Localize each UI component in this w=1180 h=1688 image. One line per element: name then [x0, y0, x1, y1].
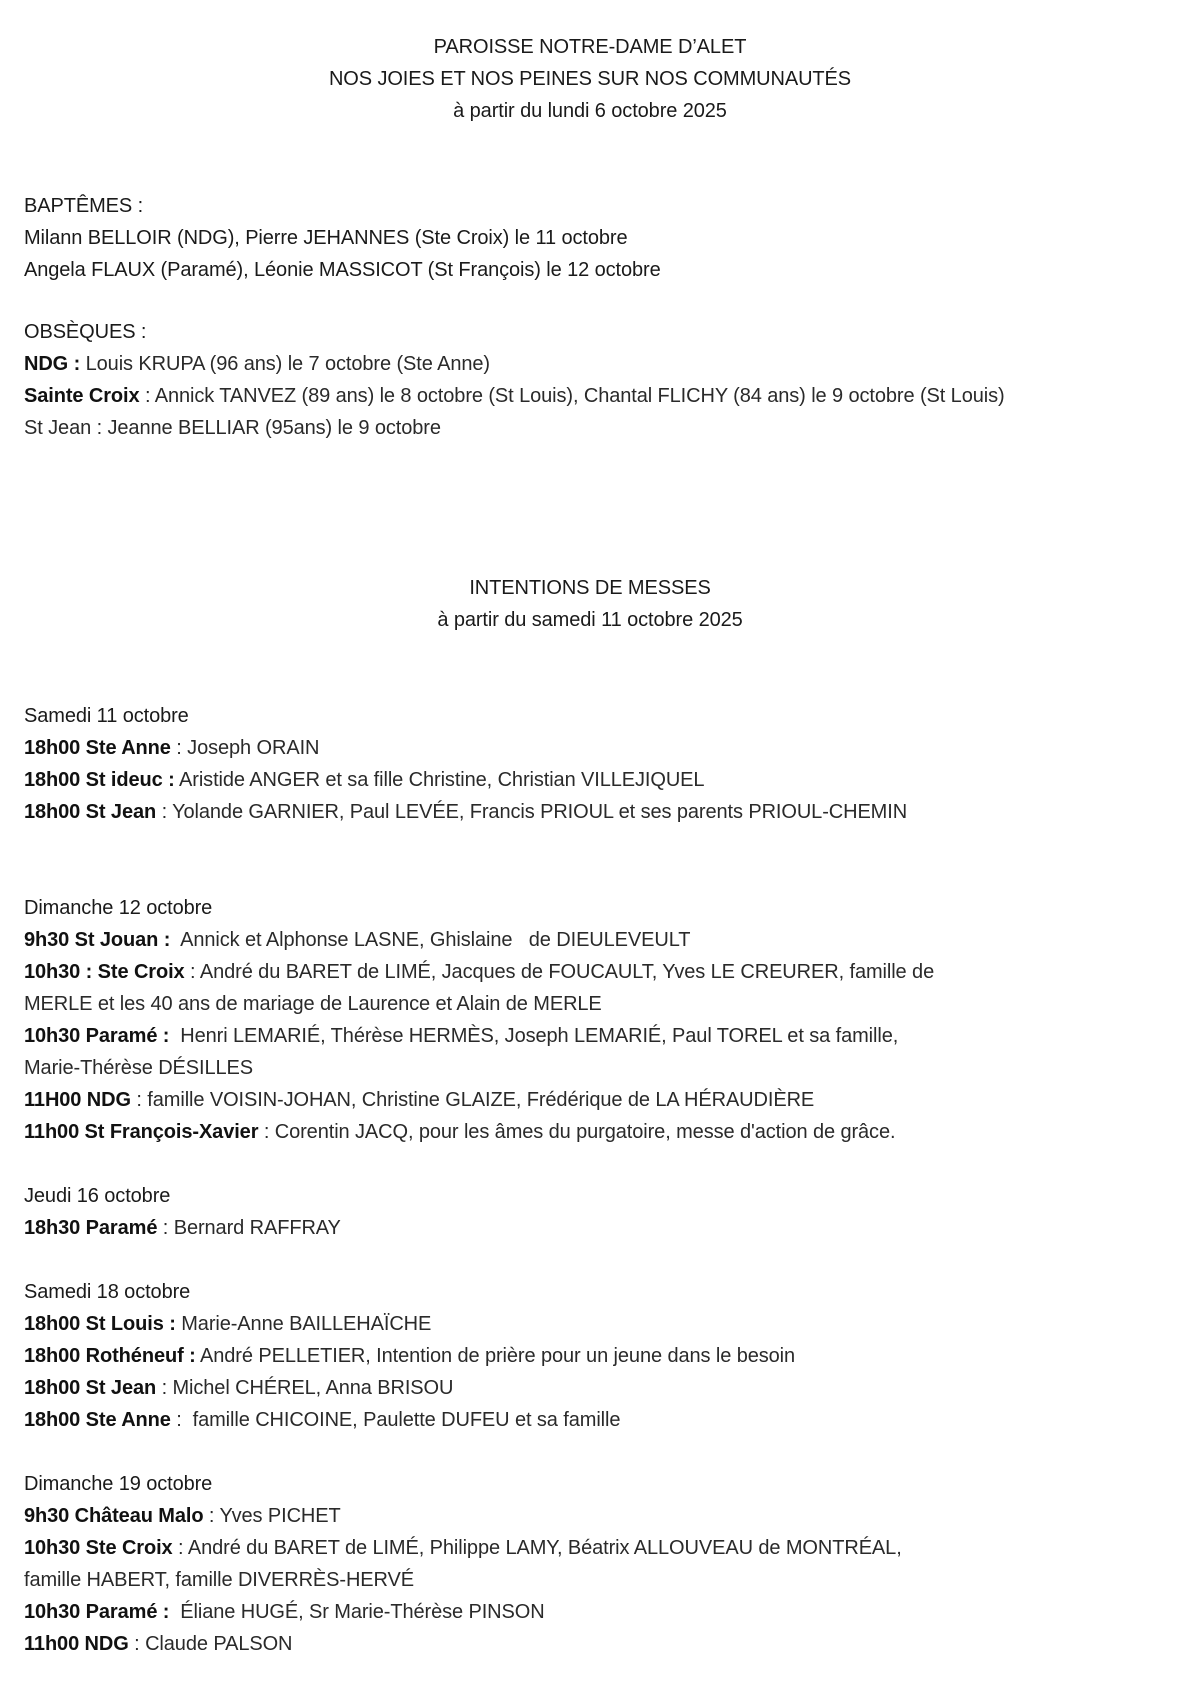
mass-time-place: 18h30 Paramé [24, 1217, 158, 1239]
mass-time-place: 10h30 Paramé : [24, 1601, 170, 1623]
mass-intention: : Claude PALSON [128, 1633, 293, 1655]
bapteme-line: Milann BELLOIR (NDG), Pierre JEHANNES (Ste Croix) le 11 octobre [24, 227, 628, 249]
day-heading: Samedi 18 octobre [24, 1281, 191, 1303]
mass-intention: : André du BARET de LIMÉ, Jacques de FOUCAULT, Yves LE CREURER, famille de [184, 961, 935, 983]
mass-intention: : Michel CHÉREL, Anna BRISOU [156, 1377, 454, 1399]
baptemes-heading: BAPTÊMES : [24, 195, 144, 217]
mass-time-place: 18h00 Ste Anne [24, 737, 171, 759]
mass-intention: : André du BARET de LIMÉ, Philippe LAMY, Béatrix ALLOUVEAU de MONTRÉAL, [172, 1537, 902, 1559]
mass-time-place: 18h00 St Jean [24, 1377, 157, 1399]
day-heading: Jeudi 16 octobre [24, 1185, 171, 1207]
mass-entry [24, 732, 319, 764]
mass-entry [24, 1596, 545, 1628]
mass-entry [24, 1404, 620, 1436]
mass-time-place: 11H00 NDG [24, 1089, 131, 1111]
mass-intention: : famille CHICOINE, Paulette DUFEU et sa famille [170, 1409, 621, 1431]
mass-time-place: 18h00 St Louis : [24, 1313, 176, 1335]
mass-entry [24, 1500, 341, 1532]
mass-intention-continued: Marie-Thérèse DÉSILLES [24, 1057, 254, 1079]
mass-intention: : Yves PICHET [203, 1505, 341, 1527]
mass-intention: Henri LEMARIÉ, Thérèse HERMÈS, Joseph LEMARIÉ, Paul TOREL et sa famille, [169, 1025, 899, 1047]
obseque-text: : Jeanne BELLIAR (95ans) le 9 octobre [91, 417, 441, 439]
mass-intention: Aristide ANGER et sa fille Christine, Christian VILLEJIQUEL [174, 769, 705, 791]
mass-entry [24, 1308, 431, 1340]
mass-entry [24, 1372, 453, 1404]
mass-intention: Annick et Alphonse LASNE, Ghislaine de DIEULEVEULT [170, 929, 691, 951]
mass-intention: : Joseph ORAIN [170, 737, 320, 759]
mass-time-place: 10h30 Paramé : [24, 1025, 170, 1047]
mass-entry [24, 924, 690, 956]
mass-entry [24, 1532, 902, 1564]
mass-time-place: 10h30 Ste Croix [24, 1537, 173, 1559]
mass-intention: : Bernard RAFFRAY [157, 1217, 341, 1239]
obseque-place: NDG : [24, 353, 81, 375]
obseque-place: Sainte Croix [24, 385, 140, 407]
mass-time-place: 18h00 Rothéneuf : [24, 1345, 196, 1367]
bapteme-line: Angela FLAUX (Paramé), Léonie MASSICOT (St François) le 12 octobre [24, 259, 661, 281]
obseque-entry [24, 380, 1005, 412]
mass-intention: André PELLETIER, Intention de prière pour un jeune dans le besoin [195, 1345, 796, 1367]
obseque-text: Louis KRUPA (96 ans) le 7 octobre (Ste Anne) [80, 353, 490, 375]
obseque-place: St Jean [24, 417, 92, 439]
mass-entry [24, 1340, 795, 1372]
mass-entry [24, 956, 934, 988]
document-title: PAROISSE NOTRE-DAME D’ALET [433, 36, 747, 58]
mass-intention: : famille VOISIN-JOHAN, Christine GLAIZE, Frédérique de LA HÉRAUDIÈRE [130, 1089, 815, 1111]
obseque-entry [24, 412, 441, 444]
mass-intention-continued: famille HABERT, famille DIVERRÈS-HERVÉ [24, 1569, 415, 1591]
mass-entry [24, 1116, 895, 1148]
mass-entry [24, 1212, 341, 1244]
obseque-text: : Annick TANVEZ (89 ans) le 8 octobre (St Louis), Chantal FLICHY (84 ans) le 9 octobre (St Louis) [139, 385, 1005, 407]
mass-entry [24, 1020, 898, 1052]
mass-intention: : Corentin JACQ, pour les âmes du purgatoire, messe d'action de grâce. [258, 1121, 896, 1143]
mass-time-place: 18h00 St ideuc : [24, 769, 175, 791]
mass-entry [24, 1628, 292, 1660]
document-date: à partir du lundi 6 octobre 2025 [453, 100, 727, 122]
mass-entry [24, 1084, 814, 1116]
mass-time-place: 9h30 Château Malo [24, 1505, 204, 1527]
day-heading: Dimanche 12 octobre [24, 897, 213, 919]
document-subtitle: NOS JOIES ET NOS PEINES SUR NOS COMMUNAUTÉS [328, 68, 852, 90]
mass-intention: Marie-Anne BAILLEHAÏCHE [175, 1313, 432, 1335]
mass-time-place: 11h00 St François-Xavier [24, 1121, 259, 1143]
obseques-heading: OBSÈQUES : [24, 321, 147, 343]
mass-intention-continued: MERLE et les 40 ans de mariage de Laurence et Alain de MERLE [24, 993, 602, 1015]
mass-intention: Éliane HUGÉ, Sr Marie-Thérèse PINSON [169, 1601, 545, 1623]
mass-entry [24, 764, 704, 796]
day-heading: Dimanche 19 octobre [24, 1473, 213, 1495]
mass-time-place: 18h00 Ste Anne [24, 1409, 171, 1431]
obseque-entry [24, 348, 490, 380]
day-heading: Samedi 11 octobre [24, 705, 189, 727]
mass-time-place: 9h30 St Jouan : [24, 929, 171, 951]
mass-time-place: 11h00 NDG [24, 1633, 129, 1655]
mass-intention: : Yolande GARNIER, Paul LEVÉE, Francis PRIOUL et ses parents PRIOUL-CHEMIN [156, 801, 908, 823]
mass-entry [24, 796, 907, 828]
intentions-title: INTENTIONS DE MESSES [469, 577, 711, 599]
mass-time-place: 18h00 St Jean [24, 801, 157, 823]
mass-time-place: 10h30 : Ste Croix [24, 961, 185, 983]
intentions-date: à partir du samedi 11 octobre 2025 [437, 609, 743, 631]
